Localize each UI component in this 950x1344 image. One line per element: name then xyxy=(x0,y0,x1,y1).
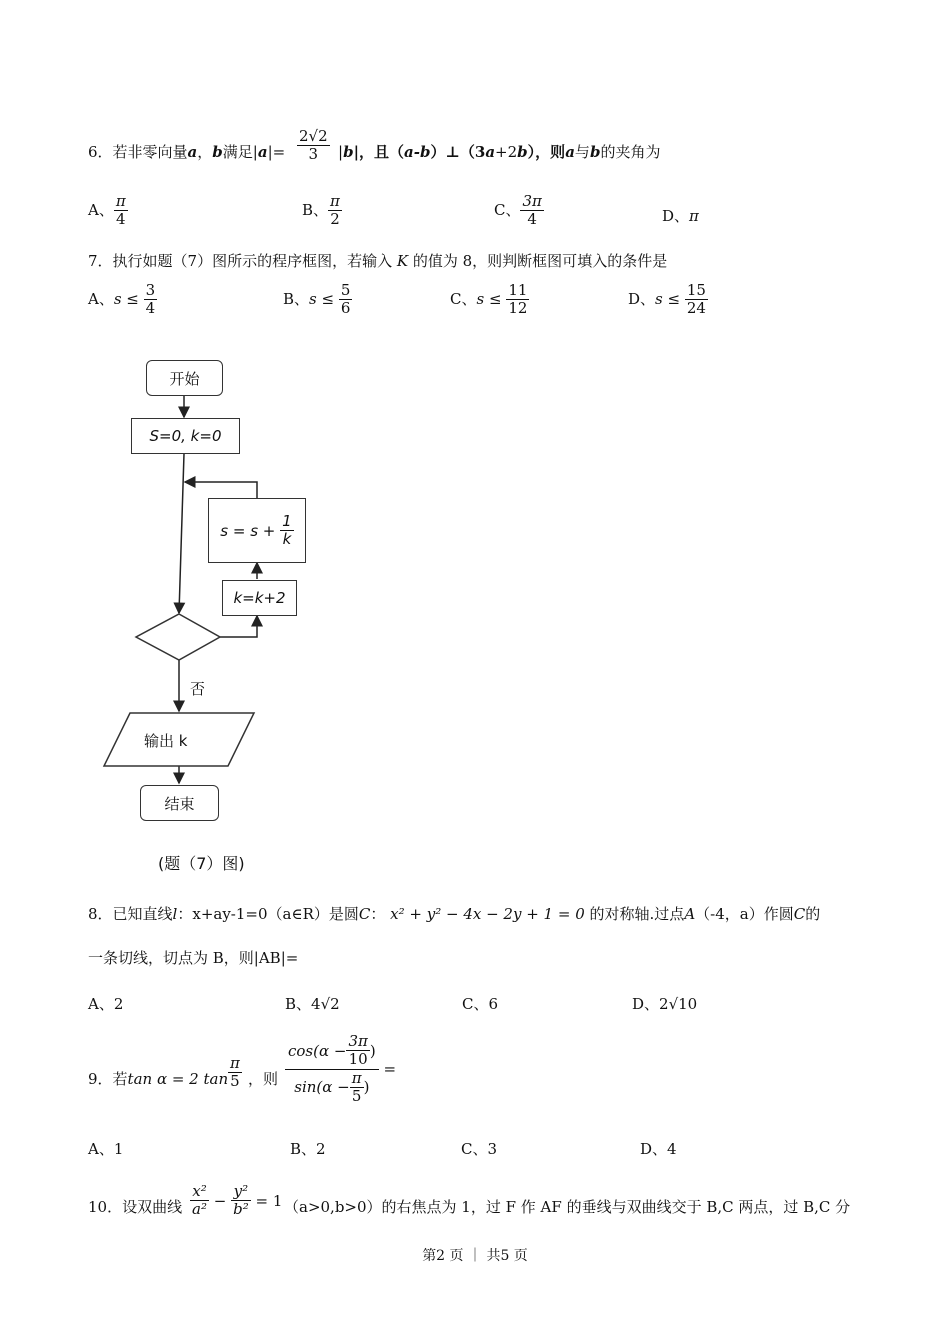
q8-option-c: C、6 xyxy=(462,995,499,1013)
q10-hyperbola-eq: $\frac{\text{x²}}{\text{a²}}$ − $\frac{\text{y²}}{\text{b²}}$ = 1 xyxy=(192,1182,283,1219)
q7-stem: 7．执行如题（7）图所示的程序框图，若输入 K 的值为 8，则判断框图可填入的条件是 xyxy=(88,252,668,270)
q8-option-b: B、4√2 xyxy=(285,995,340,1013)
q6-fraction: $\frac{2√2}{3}$ xyxy=(299,127,328,164)
q9-stem: 9．若tan α = 2 tan xyxy=(88,1070,229,1088)
q9-option-a: A、1 xyxy=(88,1140,124,1158)
q6-option-d: D、π xyxy=(662,207,699,225)
q9-option-c: C、3 xyxy=(461,1140,498,1158)
q6-option-c: C、 $\frac{3\pi}{4}$ xyxy=(494,192,542,229)
q8-stem-line2: 一条切线，切点为 B，则|AB|= xyxy=(88,949,299,967)
q6-option-a: A、 $\frac{\pi}{4}$ xyxy=(88,192,126,229)
flowchart-output: 输出 k xyxy=(144,732,188,750)
flowchart-caption: (题（7）图) xyxy=(158,854,245,873)
q10-stem-start: 10．设双曲线 xyxy=(88,1198,183,1216)
q9-option-b: B、2 xyxy=(290,1140,326,1158)
flowchart-init: S=0, k=0 xyxy=(131,418,240,454)
q9-option-d: D、4 xyxy=(640,1140,677,1158)
q8-option-d: D、2√10 xyxy=(632,995,698,1013)
flowchart-no-label: 否 xyxy=(190,680,206,698)
flowchart-update-s: s = s + $\frac{1}{k}$ xyxy=(208,498,306,563)
q9-then: ，则 xyxy=(248,1070,279,1088)
flowchart-update-k: k=k+2 xyxy=(222,580,297,616)
q8-stem-line1: 8．已知直线l：x+ay-1=0（a∈R）是圆C： x² + y² − 4x − 2y + 1 = 0 的对称轴.过点A（-4，a）作圆C的 xyxy=(88,905,821,923)
q7-option-d: D、s ≤ $\frac{15}{24}$ xyxy=(628,281,706,318)
q6-stem-rest: |b|，且（a-b）⊥（3a+2b），则a与b的夹角为 xyxy=(338,143,661,161)
q9-tan-fraction: $\frac{\pi}{5}$ xyxy=(230,1054,240,1091)
decision-diamond xyxy=(136,614,220,660)
q6-stem: 6．若非零向量a，b满足|a|= xyxy=(88,143,286,161)
flowchart-start: 开始 xyxy=(146,360,223,396)
q6-option-b: B、 $\frac{\pi}{2}$ xyxy=(302,192,340,229)
page-footer: 第2 页 ｜ 共5 页 xyxy=(422,1248,528,1264)
flowchart-end: 结束 xyxy=(140,785,219,821)
q8-option-a: A、2 xyxy=(88,995,124,1013)
q10-stem-rest: （a>0,b>0）的右焦点为 1，过 F 作 AF 的垂线与双曲线交于 B,C 两点，过 B,C 分 xyxy=(284,1198,851,1216)
q9-big-fraction: cos(α − $\frac{3\pi}{10}$ ) sin(α − $\frac{\pi}{5}$ ) = xyxy=(285,1033,396,1105)
q7-option-b: B、s ≤ $\frac{5}{6}$ xyxy=(283,281,351,318)
q7-option-c: C、s ≤ $\frac{11}{12}$ xyxy=(450,281,528,318)
q7-option-a: A、s ≤ $\frac{3}{4}$ xyxy=(88,281,156,318)
